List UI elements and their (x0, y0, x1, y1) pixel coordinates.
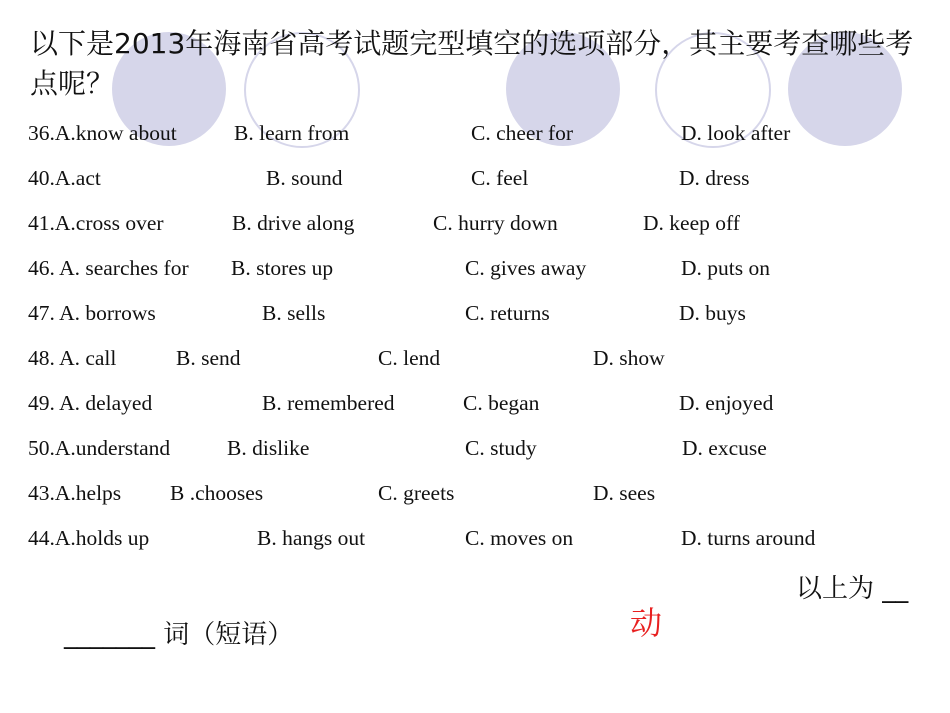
option-c: C. greets (378, 481, 455, 505)
option-a: 40.A.act (28, 166, 101, 190)
option-b: B. dislike (227, 436, 310, 460)
question-row-40 (0, 163, 950, 193)
option-a: 46. A. searches for (28, 256, 189, 280)
option-c: C. moves on (465, 526, 574, 550)
option-d: D. sees (593, 481, 656, 505)
option-c: C. lend (378, 346, 441, 370)
question-row-36 (0, 118, 950, 148)
prompt-line-2: _______ 词（短语） (64, 620, 294, 650)
option-c: C. cheer for (471, 121, 574, 145)
option-a: 43.A.helps (28, 481, 122, 505)
option-b: B. stores up (231, 256, 334, 280)
option-a: 41.A.cross over (28, 211, 164, 235)
question-row-50 (0, 433, 950, 463)
option-c: C. returns (465, 301, 550, 325)
question-row-48 (0, 343, 950, 373)
option-c: C. gives away (465, 256, 587, 280)
option-a: 47. A. borrows (28, 301, 156, 325)
question-row-47 (0, 298, 950, 328)
option-a: 36.A.know about (28, 121, 177, 145)
prompt-line-1: 以上为 __ (796, 574, 909, 604)
option-b: B. sells (262, 301, 326, 325)
option-c: C. hurry down (433, 211, 558, 235)
option-d: D. buys (679, 301, 746, 325)
option-c: C. feel (471, 166, 529, 190)
answer-text: 动 (630, 604, 663, 642)
option-d: D. look after (681, 121, 791, 145)
slide-title: 以下是2013年海南省高考试题完型填空的选项部分，其主要考查哪些考点呢？ (30, 27, 914, 100)
option-d: D. excuse (682, 436, 767, 460)
option-d: D. dress (679, 166, 750, 190)
question-row-46 (0, 253, 950, 283)
option-b: B. drive along (232, 211, 355, 235)
option-c: C. began (463, 391, 540, 415)
option-b: B. learn from (234, 121, 350, 145)
option-d: D. puts on (681, 256, 770, 280)
option-d: D. turns around (681, 526, 816, 550)
question-row-43 (0, 478, 950, 508)
question-row-49 (0, 388, 950, 418)
option-b: B .chooses (170, 481, 264, 505)
option-b: B. hangs out (257, 526, 366, 550)
question-row-44 (0, 523, 950, 553)
option-a: 44.A.holds up (28, 526, 150, 550)
option-d: D. keep off (643, 211, 740, 235)
option-b: B. sound (266, 166, 343, 190)
option-b: B. remembered (262, 391, 395, 415)
option-a: 49. A. delayed (28, 391, 153, 415)
option-a: 50.A.understand (28, 436, 171, 460)
option-a: 48. A. call (28, 346, 117, 370)
option-c: C. study (465, 436, 537, 460)
option-d: D. enjoyed (679, 391, 774, 415)
question-row-41 (0, 208, 950, 238)
option-b: B. send (176, 346, 241, 370)
option-d: D. show (593, 346, 665, 370)
